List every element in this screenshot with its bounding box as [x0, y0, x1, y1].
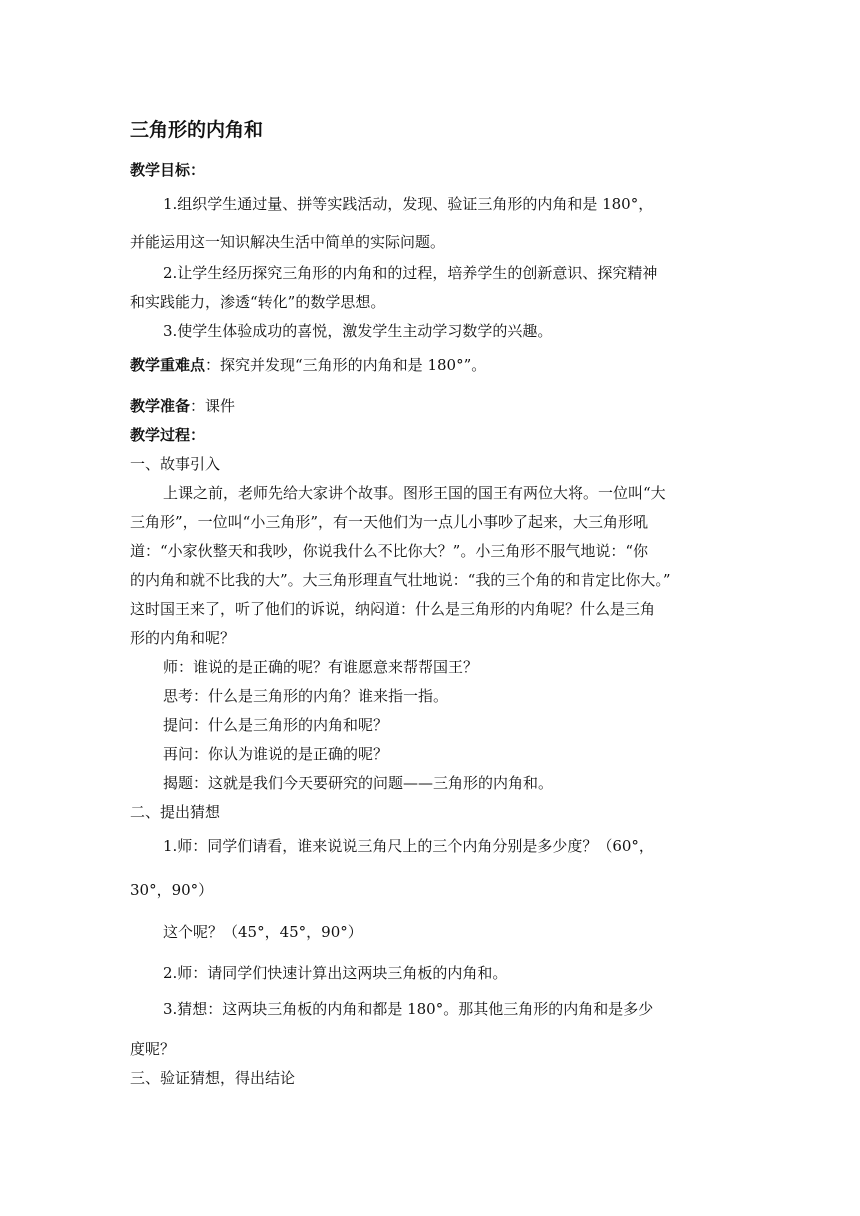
- item-3-line-1: 3.猜想：这两块三角板的内角和都是 180°。那其他三角形的内角和是多少: [163, 1000, 654, 1018]
- objective-1-line-2: 并能运用这一知识解决生活中简单的实际问题。: [130, 233, 446, 251]
- item-1-line-2: 30°，90°）: [130, 881, 214, 899]
- preparation: [130, 396, 730, 416]
- story-line-1: 上课之前，老师先给大家讲个故事。图形王国的国王有两位大将。一位叫“大: [163, 484, 666, 502]
- ask-question: 提问：什么是三角形的内角和呢？: [163, 716, 389, 734]
- item-1-extra: 这个呢？（45°，45°，90°）: [163, 923, 363, 941]
- key-points-text: ：探究并发现“三角形的内角和是 180°”。: [205, 356, 487, 374]
- section-1-heading: 一、故事引入: [130, 455, 221, 473]
- key-points: [130, 355, 730, 375]
- ask-again-question: 再问：你认为谁说的是正确的呢？: [163, 745, 389, 763]
- story-line-5: 这时国王来了，听了他们的诉说，纳闷道：什么是三角形的内角呢？什么是三角: [130, 600, 656, 618]
- item-2: 2.师：请同学们快速计算出这两块三角板的内角和。: [163, 964, 508, 982]
- story-line-4: 的内角和就不比我的大”。大三角形理直气壮地说：“我的三个角的和肯定比你大。”: [130, 571, 671, 589]
- story-line-6: 形的内角和呢？: [130, 629, 236, 647]
- objectives-heading: 教学目标：: [130, 161, 206, 179]
- objective-1-line-1: 1.组织学生通过量、拼等实践活动，发现、验证三角形的内角和是 180°，: [163, 195, 654, 213]
- key-points-label: 教学重难点: [130, 356, 206, 374]
- teacher-question: 师：谁说的是正确的呢？有谁愿意来帮帮国王？: [163, 658, 479, 676]
- preparation-text: ：课件: [190, 397, 236, 415]
- document-title: 三角形的内角和: [130, 119, 264, 141]
- section-3-heading: 三、验证猜想，得出结论: [130, 1069, 296, 1087]
- think-question: 思考：什么是三角形的内角？谁来指一指。: [163, 687, 449, 705]
- item-3-line-2: 度呢？: [130, 1040, 176, 1058]
- story-line-3: 道：“小家伙整天和我吵，你说我什么不比你大？”。小三角形不服气地说：“你: [130, 542, 649, 560]
- objective-3: 3.使学生体验成功的喜悦，激发学生主动学习数学的兴趣。: [163, 322, 553, 340]
- preparation-label: 教学准备: [130, 397, 191, 415]
- reveal-topic: 揭题：这就是我们今天要研究的问题——三角形的内角和。: [163, 774, 554, 792]
- section-2-heading: 二、提出猜想: [130, 803, 221, 821]
- process-heading: 教学过程：: [130, 426, 206, 444]
- item-1-line-1: 1.师：同学们请看，谁来说说三角尺上的三个内角分别是多少度？（60°，: [163, 837, 654, 855]
- objective-2-line-1: 2.让学生经历探究三角形的内角和的过程，培养学生的创新意识、探究精神: [163, 264, 658, 282]
- story-line-2: 三角形”，一位叫“小三角形”，有一天他们为一点儿小事吵了起来，大三角形吼: [130, 513, 649, 531]
- objective-2-line-2: 和实践能力，渗透“转化”的数学思想。: [130, 293, 386, 311]
